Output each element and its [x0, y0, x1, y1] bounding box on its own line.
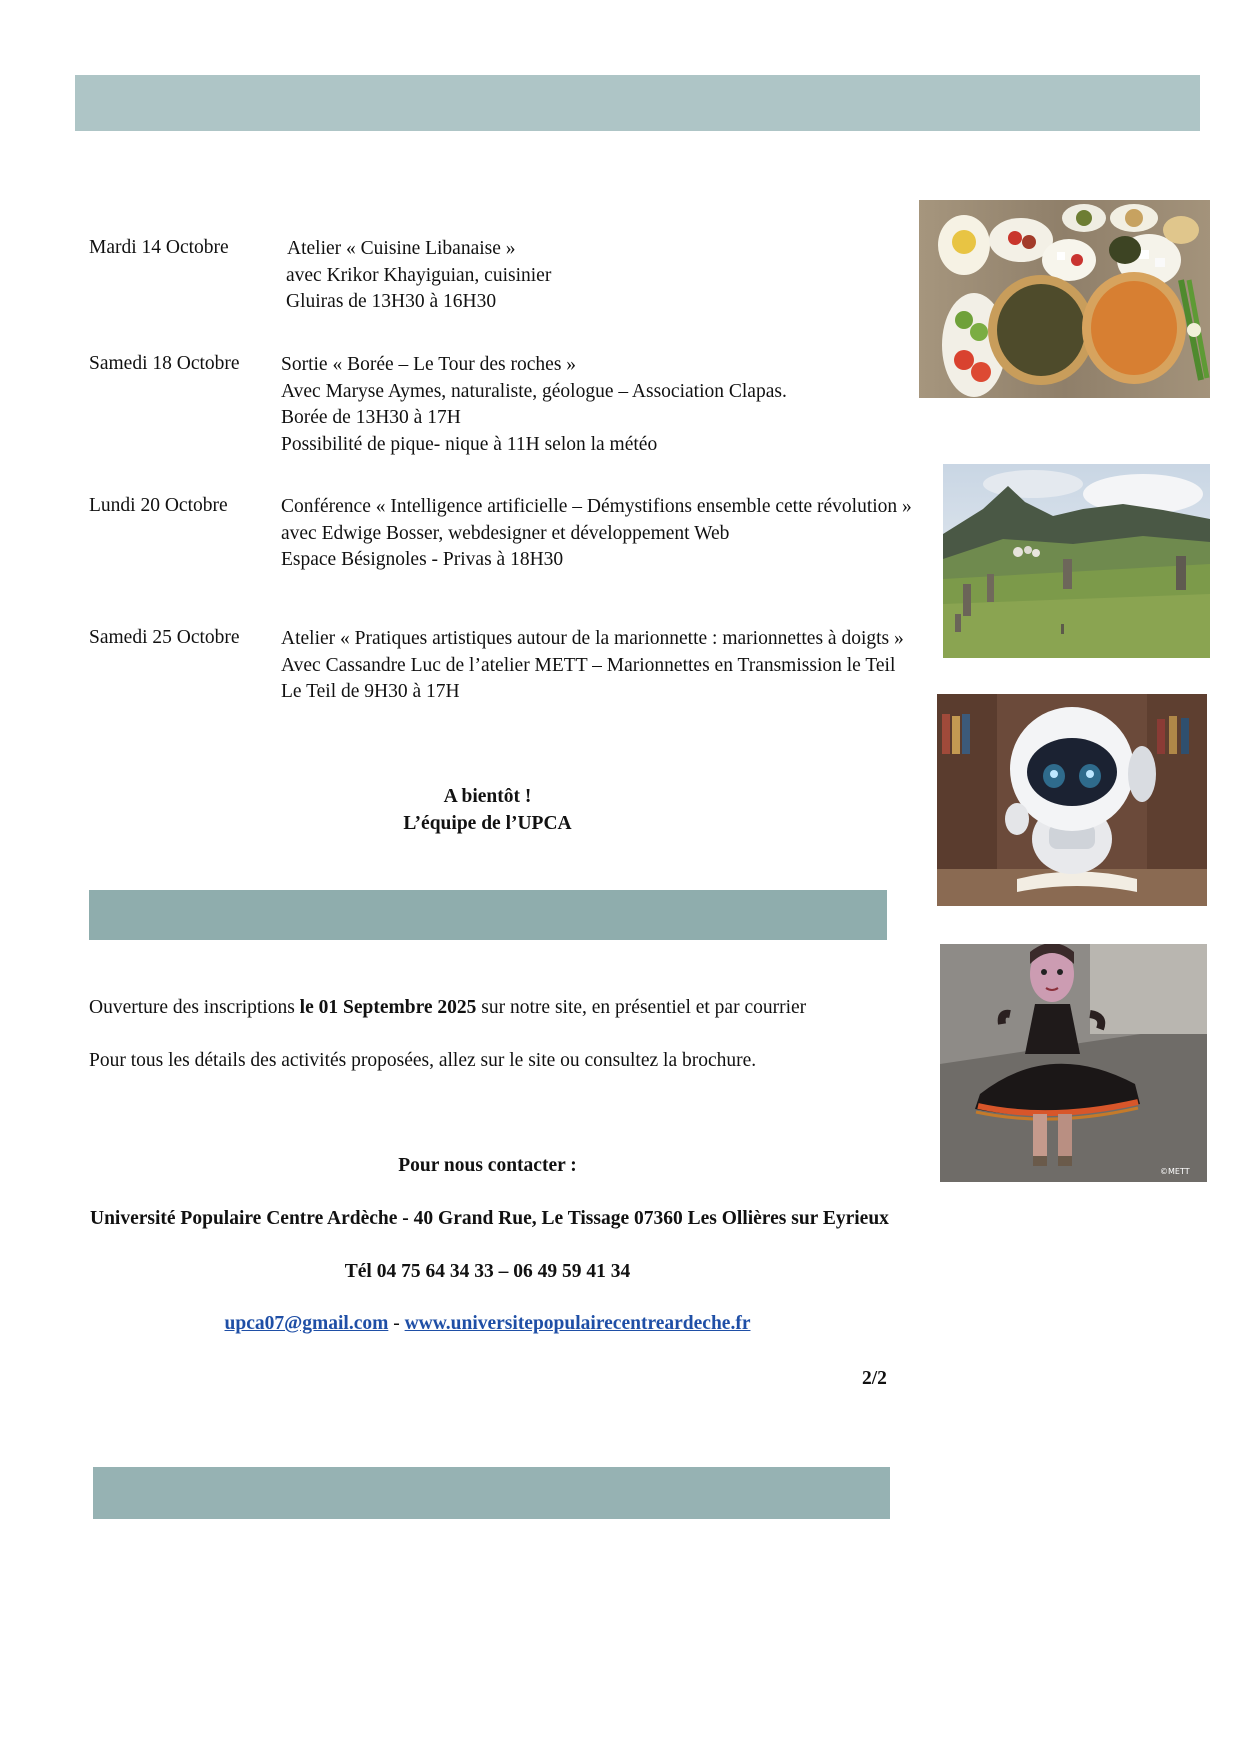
event-date: Lundi 20 Octobre: [89, 495, 228, 516]
photo-credit: ©METT: [1160, 1167, 1190, 1176]
event-date: Mardi 14 Octobre: [89, 237, 229, 258]
event-details: [281, 626, 904, 706]
registration-details: Pour tous les détails des activités proposées, allez sur le site ou consultez la brochure.: [89, 1050, 757, 1071]
event-host: Avec Cassandre Luc de l’atelier METT – Marionnettes en Transmission le Teil: [281, 654, 896, 676]
registration-suffix: sur notre site, en présentiel et par courrier: [476, 997, 807, 1018]
link-separator: -: [388, 1313, 405, 1334]
contact-heading: Pour nous contacter :: [398, 1155, 577, 1176]
event-host: avec Edwige Bosser, webdesigner et développement Web: [281, 522, 730, 544]
lebanese-food-photo: [919, 200, 1210, 398]
registration-text: [89, 995, 806, 1022]
event-note: Possibilité de pique- nique à 11H selon la météo: [281, 433, 658, 455]
event-host: avec Krikor Khayiguian, cuisinier: [286, 264, 552, 286]
event-title: Atelier « Pratiques artistiques autour de la marionnette : marionnettes à doigts »: [281, 628, 904, 649]
registration-prefix: Ouverture des inscriptions: [89, 997, 300, 1018]
event-details: [281, 352, 787, 458]
page-number: 2/2: [862, 1368, 887, 1389]
event-host: Avec Maryse Aymes, naturaliste, géologue – Association Clapas.: [281, 380, 787, 402]
signoff-line: A bientôt !: [443, 786, 532, 807]
contact-address: Université Populaire Centre Ardèche - 40 Grand Rue, Le Tissage 07360 Les Ollières sur Eyrieux: [90, 1208, 889, 1229]
event-place-time: Gluiras de 13H30 à 16H30: [286, 291, 497, 312]
email-link[interactable]: upca07@gmail.com: [224, 1313, 389, 1334]
event-place-time: Borée de 13H30 à 17H: [281, 407, 461, 428]
event-details: [286, 236, 551, 316]
landscape-photo: [943, 464, 1210, 658]
event-date: Samedi 18 Octobre: [89, 353, 240, 374]
robot-photo: [937, 694, 1207, 906]
signoff-team: L’équipe de l’UPCA: [403, 813, 572, 834]
event-title: Sortie « Borée – Le Tour des roches »: [281, 354, 577, 375]
registration-date: le 01 Septembre 2025: [299, 997, 477, 1018]
event-details: [281, 494, 912, 574]
header-band: [75, 75, 1200, 131]
contact-links: [90, 1313, 885, 1335]
event-title: Atelier « Cuisine Libanaise »: [287, 238, 516, 259]
website-link[interactable]: www.universitepopulairecentreardeche.fr: [404, 1313, 751, 1334]
event-place-time: Espace Bésignoles - Privas à 18H30: [281, 549, 564, 570]
event-place-time: Le Teil de 9H30 à 17H: [281, 681, 460, 702]
contact-phone: Tél 04 75 64 34 33 – 06 49 59 41 34: [344, 1261, 631, 1282]
finger-puppet-photo: [940, 944, 1207, 1182]
event-date: Samedi 25 Octobre: [89, 627, 240, 648]
section-band: [89, 890, 887, 940]
event-title: Conférence « Intelligence artificielle – Démystifions ensemble cette révolution »: [281, 496, 912, 517]
footer-band: [93, 1467, 890, 1519]
